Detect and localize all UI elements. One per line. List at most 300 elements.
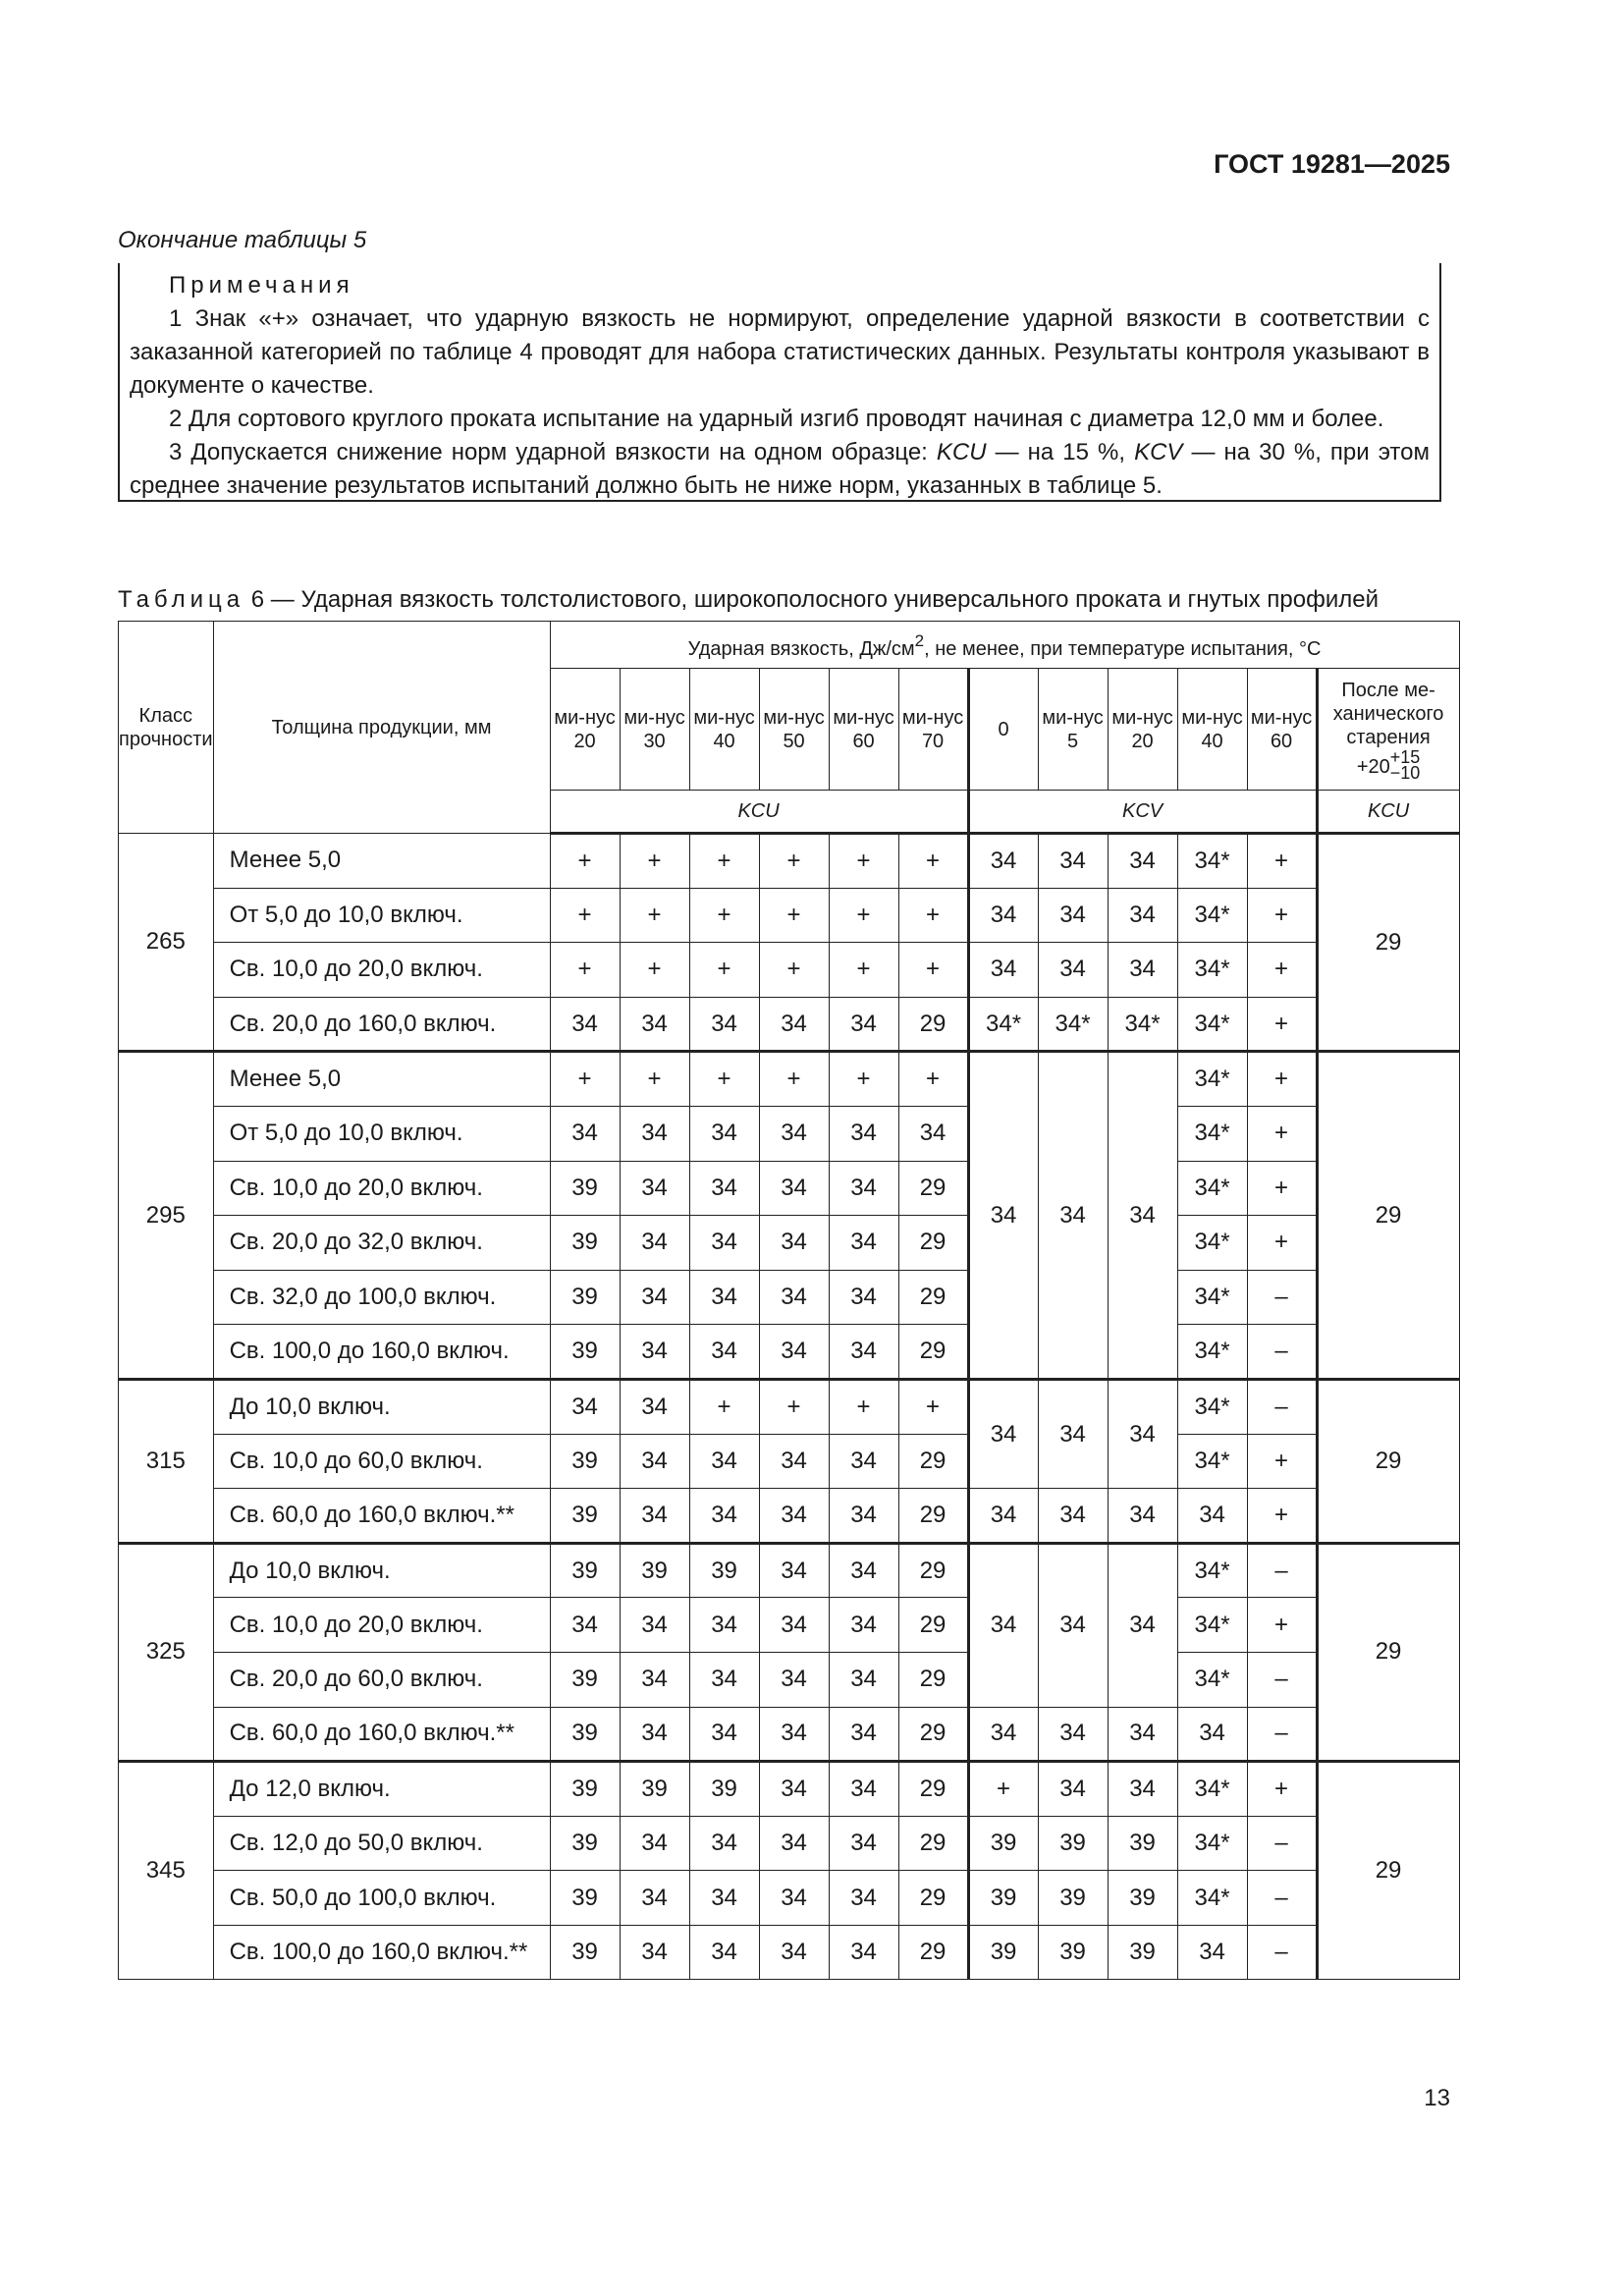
thickness-cell: Св. 60,0 до 160,0 включ.**: [213, 1489, 550, 1544]
kcv-value-cell: 39: [1108, 1871, 1177, 1926]
kcv-value-cell: 34*: [1177, 997, 1247, 1052]
kcv-value-cell: +: [1247, 1489, 1317, 1544]
table-row: [119, 997, 1460, 1052]
kcv-value-cell: +: [1247, 834, 1317, 889]
kcu-value-cell: 39: [550, 1652, 620, 1707]
kcu-value-cell: +: [689, 888, 759, 943]
header-kcu: KCU: [550, 791, 968, 834]
kcv-value-cell: 34*: [1177, 1161, 1247, 1216]
header-temp-kcv-4: ми-нус 40: [1177, 669, 1247, 791]
thickness-cell: Св. 10,0 до 20,0 включ.: [213, 1598, 550, 1653]
thickness-cell: До 10,0 включ.: [213, 1379, 550, 1434]
kcu-value-cell: 34: [759, 1598, 829, 1653]
kcv-value-cell: 39: [1038, 1816, 1108, 1871]
kcu-value-cell: +: [759, 943, 829, 998]
table-row: [119, 1489, 1460, 1544]
kcu-value-cell: 39: [550, 1216, 620, 1271]
kcv-value-cell: +: [1247, 1216, 1317, 1271]
kcv-value-cell: 34*: [1108, 997, 1177, 1052]
table-row: [119, 1325, 1460, 1380]
kcv-value-cell: 34*: [1177, 1270, 1247, 1325]
kcu-value-cell: 34: [620, 1489, 689, 1544]
thickness-cell: Св. 100,0 до 160,0 включ.: [213, 1325, 550, 1380]
header-aging-temp: [1319, 746, 1459, 783]
kcv-value-cell: –: [1247, 1925, 1317, 1980]
kcu-value-cell: 34: [689, 1434, 759, 1489]
kcu-value-cell: 34: [620, 1161, 689, 1216]
notes-box: [118, 263, 1441, 502]
kcv-value-cell: 34: [968, 943, 1038, 998]
kcu-value-cell: +: [759, 888, 829, 943]
kcv-value-cell: 34*: [1177, 1871, 1247, 1926]
kcu-value-cell: 34: [620, 1106, 689, 1161]
kcv-value-cell: –: [1247, 1816, 1317, 1871]
table-row: [119, 1762, 1460, 1817]
kcu-value-cell: +: [759, 1052, 829, 1107]
kcv-value-cell: 34: [1038, 834, 1108, 889]
header-class: Класс прочности: [119, 622, 214, 834]
thickness-cell: Св. 20,0 до 160,0 включ.: [213, 997, 550, 1052]
kcv-value-cell: 34*: [1177, 1052, 1247, 1107]
kcv-merged-cell: 34: [1108, 1543, 1177, 1707]
kcv-value-cell: 34: [968, 1707, 1038, 1762]
header-aging-base: +20: [1356, 755, 1390, 778]
kcu-value-cell: 34: [620, 1216, 689, 1271]
kcv-value-cell: +: [1247, 943, 1317, 998]
header-impact-exp: 2: [914, 630, 925, 650]
kcu-value-cell: 29: [898, 1489, 968, 1544]
header-temp-kcu-6: ми-нус 70: [898, 669, 968, 791]
kcv-value-cell: 34*: [1177, 1106, 1247, 1161]
kcv-value-cell: 34: [968, 1489, 1038, 1544]
class-cell: 295: [119, 1052, 214, 1380]
kcu-value-cell: 34: [829, 1489, 898, 1544]
kcu-value-cell: 34: [759, 1652, 829, 1707]
header-temp-kcu-1: ми-нус 20: [550, 669, 620, 791]
kcu-value-cell: 34: [620, 1652, 689, 1707]
kcu-value-cell: 34: [759, 1489, 829, 1544]
kcu-value-cell: 29: [898, 1216, 968, 1271]
header-impact-tail: , не менее, при температуре испытания, °С: [924, 637, 1322, 660]
kcu-value-cell: 34: [689, 1106, 759, 1161]
header-aging-plus: +15: [1389, 746, 1421, 767]
header-temp-kcu-5: ми-нус 60: [829, 669, 898, 791]
kcu-value-cell: +: [550, 834, 620, 889]
kcu-value-cell: +: [550, 1052, 620, 1107]
thickness-cell: Св. 20,0 до 60,0 включ.: [213, 1652, 550, 1707]
kcv-value-cell: –: [1247, 1871, 1317, 1926]
kcu-value-cell: 39: [550, 1543, 620, 1598]
kcu-value-cell: 29: [898, 1707, 968, 1762]
kcu-value-cell: 34: [759, 1270, 829, 1325]
header-aging-minus: −10: [1389, 762, 1421, 783]
kcv-value-cell: 34*: [1177, 1543, 1247, 1598]
kcu-value-cell: 29: [898, 1652, 968, 1707]
header-impact-main: Ударная вязкость, Дж/см: [687, 637, 915, 660]
kcv-merged-cell: 34: [1038, 1379, 1108, 1488]
kcu-value-cell: +: [620, 834, 689, 889]
kcu-value-cell: +: [898, 834, 968, 889]
table-row: [119, 1707, 1460, 1762]
kcu-value-cell: 34: [829, 997, 898, 1052]
kcu-value-cell: 34: [759, 1762, 829, 1817]
kcv-value-cell: –: [1247, 1325, 1317, 1380]
kcv-value-cell: 34*: [1177, 1379, 1247, 1434]
aging-cell: 29: [1317, 1379, 1459, 1543]
note-1: 1 Знак «+» означает, что ударную вязкость не нормируют, определение ударной вязкости в соответствии с заказанной категорией по таблице 4 проводят для набора статистических данных. Результаты контроля указывают в документе о качестве.: [130, 305, 1430, 399]
kcv-value-cell: 39: [1038, 1925, 1108, 1980]
kcu-value-cell: 34: [689, 1925, 759, 1980]
kcv-value-cell: 34: [1038, 888, 1108, 943]
header-aging-tolerance: [1389, 746, 1421, 783]
kcv-value-cell: 34*: [1038, 997, 1108, 1052]
kcv-value-cell: 34: [1108, 888, 1177, 943]
kcv-value-cell: 39: [968, 1925, 1038, 1980]
thickness-cell: Св. 50,0 до 100,0 включ.: [213, 1871, 550, 1926]
kcv-value-cell: –: [1247, 1543, 1317, 1598]
kcu-value-cell: 39: [550, 1270, 620, 1325]
kcu-value-cell: 34: [620, 1925, 689, 1980]
kcu-value-cell: 34: [759, 1106, 829, 1161]
kcv-merged-cell: 34: [968, 1379, 1038, 1488]
kcv-value-cell: 34*: [1177, 943, 1247, 998]
kcu-value-cell: +: [829, 888, 898, 943]
kcv-value-cell: 39: [1108, 1816, 1177, 1871]
header-temp-kcv-2: ми-нус 5: [1038, 669, 1108, 791]
thickness-cell: От 5,0 до 10,0 включ.: [213, 888, 550, 943]
header-kcu-aging: KCU: [1317, 791, 1459, 834]
kcv-value-cell: 34: [1177, 1925, 1247, 1980]
table-row: [119, 1871, 1460, 1926]
kcv-value-cell: 34: [968, 834, 1038, 889]
aging-cell: 29: [1317, 834, 1459, 1052]
thickness-cell: Св. 12,0 до 50,0 включ.: [213, 1816, 550, 1871]
kcv-value-cell: +: [1247, 1762, 1317, 1817]
header-temp-kcu-2: ми-нус 30: [620, 669, 689, 791]
kcu-value-cell: +: [898, 943, 968, 998]
kcu-value-cell: 34: [829, 1161, 898, 1216]
class-cell: 265: [119, 834, 214, 1052]
thickness-cell: Св. 10,0 до 20,0 включ.: [213, 943, 550, 998]
header-kcv: KCV: [968, 791, 1317, 834]
kcu-value-cell: 39: [689, 1762, 759, 1817]
kcu-value-cell: +: [689, 1379, 759, 1434]
table-row: [119, 1270, 1460, 1325]
kcv-value-cell: +: [1247, 1106, 1317, 1161]
kcu-value-cell: +: [759, 834, 829, 889]
table-row: [119, 1379, 1460, 1434]
table-row: [119, 1652, 1460, 1707]
kcu-value-cell: 34: [689, 1816, 759, 1871]
kcv-merged-cell: 34: [968, 1052, 1038, 1380]
kcu-value-cell: +: [620, 943, 689, 998]
kcv-value-cell: 39: [968, 1871, 1038, 1926]
table-row: [119, 1434, 1460, 1489]
class-cell: 345: [119, 1762, 214, 1980]
kcu-value-cell: 34: [829, 1871, 898, 1926]
kcu-value-cell: 34: [759, 1925, 829, 1980]
table-row: [119, 1106, 1460, 1161]
class-cell: 315: [119, 1379, 214, 1543]
kcu-value-cell: 34: [898, 1106, 968, 1161]
kcu-value-cell: 34: [620, 1325, 689, 1380]
kcv-value-cell: +: [1247, 1598, 1317, 1653]
kcu-value-cell: 34: [759, 1707, 829, 1762]
kcv-value-cell: +: [1247, 1161, 1317, 1216]
kcu-value-cell: 34: [689, 1707, 759, 1762]
table-row: [119, 888, 1460, 943]
kcu-value-cell: 34: [689, 1652, 759, 1707]
kcu-value-cell: 34: [829, 1325, 898, 1380]
kcu-value-cell: 29: [898, 1270, 968, 1325]
kcu-value-cell: +: [620, 1052, 689, 1107]
note-3-part-b: — на 15 %,: [986, 439, 1135, 465]
kcv-value-cell: 34*: [1177, 834, 1247, 889]
page-number: 13: [1424, 2085, 1450, 2111]
kcv-value-cell: 34: [1177, 1489, 1247, 1544]
kcv-value-cell: 34: [1177, 1707, 1247, 1762]
kcu-value-cell: 39: [550, 1707, 620, 1762]
kcu-value-cell: 34: [620, 1598, 689, 1653]
table-row: [119, 1598, 1460, 1653]
header-aging: [1317, 669, 1459, 791]
thickness-cell: Св. 32,0 до 100,0 включ.: [213, 1270, 550, 1325]
kcv-value-cell: 34*: [1177, 1816, 1247, 1871]
kcv-value-cell: +: [1247, 997, 1317, 1052]
kcu-value-cell: 34: [759, 1216, 829, 1271]
kcu-value-cell: 39: [550, 1489, 620, 1544]
kcu-value-cell: 34: [550, 997, 620, 1052]
table-row: [119, 1216, 1460, 1271]
kcv-value-cell: 34*: [1177, 1325, 1247, 1380]
kcu-value-cell: 34: [829, 1652, 898, 1707]
kcu-value-cell: 39: [620, 1762, 689, 1817]
kcu-value-cell: 34: [689, 1598, 759, 1653]
kcu-value-cell: +: [620, 888, 689, 943]
table-row: [119, 943, 1460, 998]
kcv-value-cell: 34*: [968, 997, 1038, 1052]
kcu-value-cell: 34: [759, 1816, 829, 1871]
kcv-value-cell: 39: [968, 1816, 1038, 1871]
kcu-value-cell: +: [550, 943, 620, 998]
notes-title: Примечания: [169, 272, 354, 299]
kcv-merged-cell: 34: [1108, 1052, 1177, 1380]
kcu-value-cell: 29: [898, 1598, 968, 1653]
header-temp-kcv-5: ми-нус 60: [1247, 669, 1317, 791]
kcu-value-cell: 39: [620, 1543, 689, 1598]
kcu-value-cell: 34: [829, 1707, 898, 1762]
kcu-value-cell: 34: [829, 1270, 898, 1325]
kcv-value-cell: 34: [1108, 1489, 1177, 1544]
kcu-value-cell: 34: [829, 1816, 898, 1871]
kcu-value-cell: 29: [898, 1925, 968, 1980]
kcv-value-cell: +: [968, 1762, 1038, 1817]
note-3-part-c: — на 30 %, при этом среднее значение результатов испытаний должно быть не ниже норм, указанных в таблице 5.: [130, 439, 1430, 499]
kcu-value-cell: 29: [898, 997, 968, 1052]
kcu-value-cell: 34: [829, 1216, 898, 1271]
aging-cell: 29: [1317, 1762, 1459, 1980]
kcu-value-cell: 34: [689, 1216, 759, 1271]
header-thickness: Толщина продукции, мм: [213, 622, 550, 834]
table-caption-text: 6 — Ударная вязкость толстолистового, широкополосного универсального проката и гнутых профилей: [250, 586, 1380, 613]
kcu-value-cell: 39: [550, 1434, 620, 1489]
kcu-value-cell: 39: [550, 1325, 620, 1380]
kcu-value-cell: 34: [620, 1871, 689, 1926]
header-impact: [550, 622, 1459, 669]
thickness-cell: Св. 10,0 до 60,0 включ.: [213, 1434, 550, 1489]
kcu-value-cell: +: [550, 888, 620, 943]
kcv-value-cell: +: [1247, 888, 1317, 943]
kcv-value-cell: +: [1247, 1052, 1317, 1107]
note-2: 2 Для сортового круглого проката испытание на ударный изгиб проводят начиная с диаметра 12,0 мм и более.: [169, 406, 1384, 432]
kcu-value-cell: 29: [898, 1325, 968, 1380]
kcv-value-cell: 39: [1108, 1925, 1177, 1980]
impact-table: [118, 621, 1460, 1980]
kcu-value-cell: +: [898, 1379, 968, 1434]
header-temp-kcu-3: ми-нус 40: [689, 669, 759, 791]
kcv-value-cell: 39: [1038, 1871, 1108, 1926]
table-row: [119, 1052, 1460, 1107]
header-temp-kcv-3: ми-нус 20: [1108, 669, 1177, 791]
kcv-value-cell: 34: [1038, 943, 1108, 998]
kcv-value-cell: 34*: [1177, 1762, 1247, 1817]
kcv-merged-cell: 34: [1038, 1543, 1108, 1707]
kcu-value-cell: +: [759, 1379, 829, 1434]
table-row: [119, 1925, 1460, 1980]
kcu-value-cell: +: [829, 1379, 898, 1434]
table-row: [119, 1161, 1460, 1216]
kcu-value-cell: 34: [689, 1489, 759, 1544]
kcu-value-cell: 34: [689, 1325, 759, 1380]
kcu-value-cell: 39: [550, 1762, 620, 1817]
kcv-value-cell: 34*: [1177, 888, 1247, 943]
kcu-value-cell: 34: [829, 1598, 898, 1653]
thickness-cell: Менее 5,0: [213, 1052, 550, 1107]
standard-code: ГОСТ 19281—2025: [1214, 149, 1450, 179]
kcv-value-cell: 34*: [1177, 1434, 1247, 1489]
header-temp-kcu-4: ми-нус 50: [759, 669, 829, 791]
kcv-merged-cell: 34: [1108, 1379, 1177, 1488]
thickness-cell: Св. 20,0 до 32,0 включ.: [213, 1216, 550, 1271]
kcu-value-cell: 29: [898, 1762, 968, 1817]
continuation-caption: Окончание таблицы 5: [118, 227, 367, 253]
kcv-value-cell: 34: [1108, 1762, 1177, 1817]
kcv-value-cell: 34*: [1177, 1652, 1247, 1707]
kcu-value-cell: 29: [898, 1871, 968, 1926]
table-row: [119, 1543, 1460, 1598]
kcu-value-cell: 34: [759, 1325, 829, 1380]
kcv-value-cell: 34: [1108, 1707, 1177, 1762]
table-row: [119, 834, 1460, 889]
kcu-value-cell: 34: [759, 1161, 829, 1216]
kcu-value-cell: 34: [759, 997, 829, 1052]
thickness-cell: До 12,0 включ.: [213, 1762, 550, 1817]
kcu-value-cell: 34: [759, 1871, 829, 1926]
kcv-value-cell: 34: [968, 888, 1038, 943]
kcv-value-cell: 34: [1108, 943, 1177, 998]
kcu-value-cell: +: [689, 943, 759, 998]
kcu-value-cell: +: [829, 834, 898, 889]
thickness-cell: Св. 10,0 до 20,0 включ.: [213, 1161, 550, 1216]
kcu-value-cell: 34: [620, 1816, 689, 1871]
kcv-value-cell: 34: [1038, 1762, 1108, 1817]
kcu-value-cell: 34: [759, 1434, 829, 1489]
kcu-value-cell: 34: [829, 1434, 898, 1489]
note-3: [130, 436, 1430, 503]
class-cell: 325: [119, 1543, 214, 1761]
kcu-value-cell: 39: [689, 1543, 759, 1598]
kcu-value-cell: 34: [829, 1925, 898, 1980]
kcu-value-cell: 34: [550, 1598, 620, 1653]
kcu-value-cell: 39: [550, 1871, 620, 1926]
kcv-value-cell: 34*: [1177, 1216, 1247, 1271]
kcv-merged-cell: 34: [968, 1543, 1038, 1707]
kcv-value-cell: –: [1247, 1652, 1317, 1707]
kcv-value-cell: –: [1247, 1707, 1317, 1762]
kcu-value-cell: 29: [898, 1816, 968, 1871]
kcu-value-cell: +: [898, 1052, 968, 1107]
kcu-value-cell: 34: [689, 997, 759, 1052]
thickness-cell: От 5,0 до 10,0 включ.: [213, 1106, 550, 1161]
table-row: [119, 1816, 1460, 1871]
kcu-value-cell: 34: [620, 997, 689, 1052]
kcu-value-cell: +: [898, 888, 968, 943]
kcu-value-cell: +: [689, 834, 759, 889]
kcu-value-cell: 34: [759, 1543, 829, 1598]
table-caption-word: Таблица: [118, 586, 245, 613]
thickness-cell: Менее 5,0: [213, 834, 550, 889]
thickness-cell: Св. 100,0 до 160,0 включ.**: [213, 1925, 550, 1980]
note-3-kcv: KCV: [1134, 439, 1183, 465]
header-aging-label: После ме-ханического старения: [1332, 679, 1444, 748]
kcv-value-cell: –: [1247, 1270, 1317, 1325]
aging-cell: 29: [1317, 1052, 1459, 1380]
kcu-value-cell: 34: [550, 1379, 620, 1434]
kcu-value-cell: +: [829, 943, 898, 998]
note-3-part-a: 3 Допускается снижение норм ударной вязкости на одном образце:: [169, 439, 937, 465]
kcv-value-cell: 34: [1038, 1707, 1108, 1762]
table-caption: [118, 586, 1443, 614]
kcv-value-cell: 34*: [1177, 1598, 1247, 1653]
note-3-kcu: KCU: [936, 439, 987, 465]
thickness-cell: Св. 60,0 до 160,0 включ.**: [213, 1707, 550, 1762]
kcu-value-cell: 39: [550, 1816, 620, 1871]
kcu-value-cell: 39: [550, 1161, 620, 1216]
kcu-value-cell: 34: [829, 1762, 898, 1817]
kcu-value-cell: 34: [620, 1379, 689, 1434]
kcv-merged-cell: 34: [1038, 1052, 1108, 1380]
kcu-value-cell: 34: [620, 1434, 689, 1489]
kcv-value-cell: 34: [1038, 1489, 1108, 1544]
thickness-cell: До 10,0 включ.: [213, 1543, 550, 1598]
kcu-value-cell: 39: [550, 1925, 620, 1980]
header-temp-kcv-1: 0: [968, 669, 1038, 791]
kcv-value-cell: +: [1247, 1434, 1317, 1489]
aging-cell: 29: [1317, 1543, 1459, 1761]
kcu-value-cell: 34: [829, 1543, 898, 1598]
kcu-value-cell: 34: [689, 1270, 759, 1325]
kcu-value-cell: 34: [689, 1871, 759, 1926]
kcu-value-cell: 29: [898, 1161, 968, 1216]
kcu-value-cell: 34: [550, 1106, 620, 1161]
kcv-value-cell: 34: [1108, 834, 1177, 889]
kcu-value-cell: 34: [689, 1161, 759, 1216]
kcu-value-cell: 34: [829, 1106, 898, 1161]
kcu-value-cell: +: [829, 1052, 898, 1107]
kcu-value-cell: 29: [898, 1543, 968, 1598]
kcu-value-cell: 34: [620, 1270, 689, 1325]
kcu-value-cell: +: [689, 1052, 759, 1107]
